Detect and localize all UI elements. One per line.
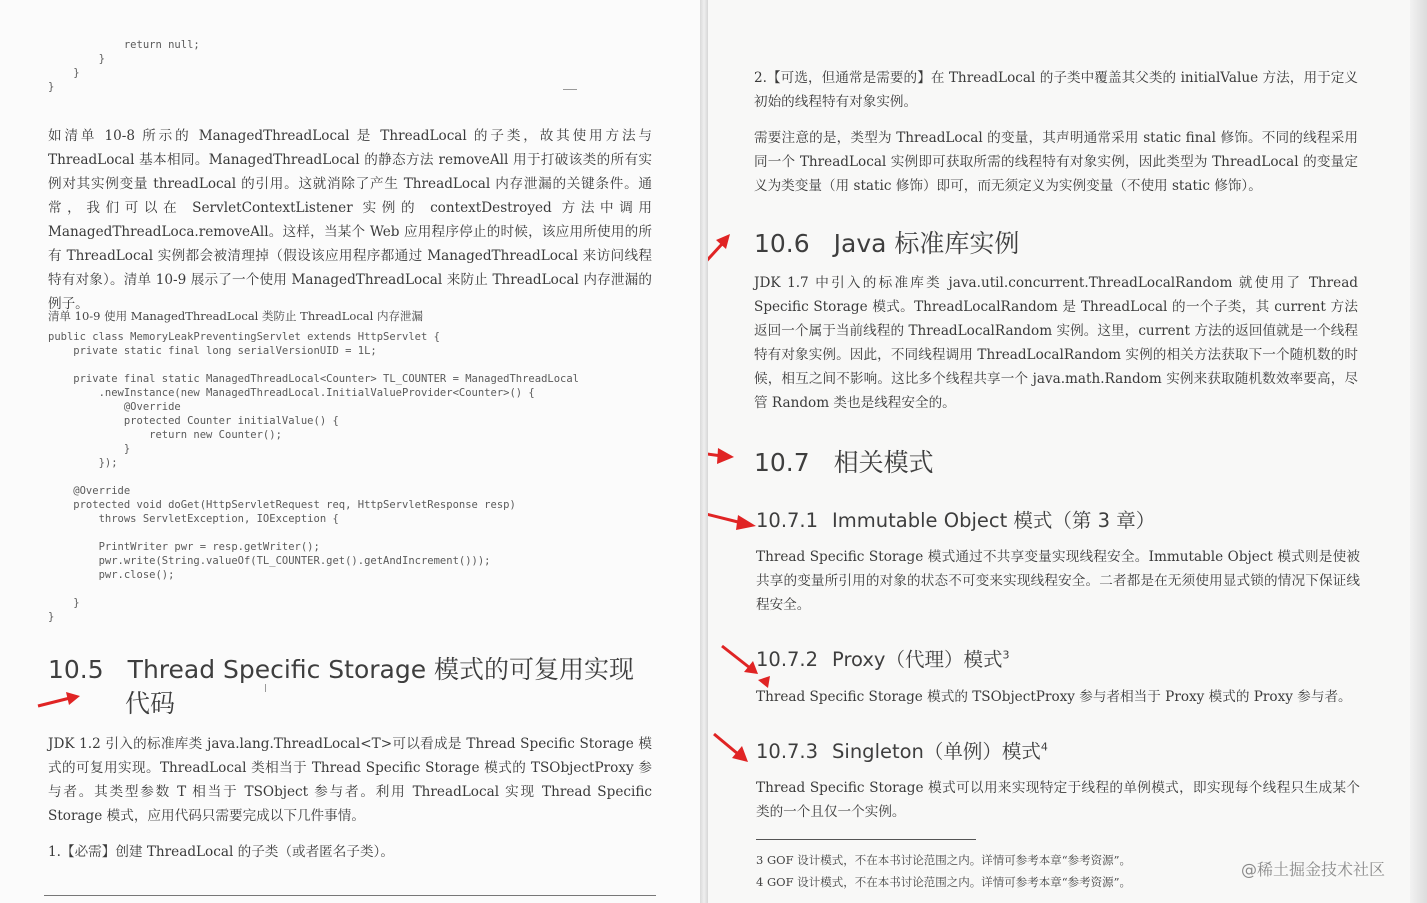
subsection-heading-10-7-1 (756, 505, 1155, 533)
footnote-rule (756, 839, 976, 840)
watermark: @稀土掘金技术社区 (1241, 860, 1386, 879)
paragraph-singleton: Thread Specific Storage 模式可以用来实现特定于线程的单例模式，即实现每个线程只生成某个类的一个且仅一个实例。 (756, 780, 1360, 820)
right-page (708, 0, 1410, 903)
section-heading-10-5-continued: 代码 (125, 689, 176, 718)
list-item-2: 2.【可选，但通常是需要的】在 ThreadLocal 的子类中覆盖其父类的 initialValue 方法，用于定义初始的线程特有对象实例。 (754, 70, 1358, 110)
red-arrow-annotation-icon (712, 732, 754, 766)
page-edge (1410, 0, 1427, 903)
section-number: 10.6 (754, 229, 810, 258)
footnote-ref-4: 4 (1040, 740, 1048, 754)
red-arrow-annotation-icon (720, 642, 770, 692)
scan-speck (563, 89, 577, 90)
code-snippet-top: return null; } } } (48, 39, 200, 93)
section-number: 10.5 (48, 655, 104, 684)
list-item-1: 1.【必需】创建 ThreadLocal 的子类（或者匿名子类）。 (48, 844, 394, 860)
red-arrow-annotation-icon (708, 232, 738, 272)
paragraph-proxy: Thread Specific Storage 模式的 TSObjectProxy 参与者相当于 Proxy 模式的 Proxy 参与者。 (756, 689, 1352, 705)
section-title: Java 标准库实例 (833, 229, 1020, 258)
footnote-ref-3: 3 (1002, 648, 1010, 662)
left-page (0, 0, 700, 903)
section-heading-10-6 (754, 224, 1019, 260)
footnote-3: 3 GOF 设计模式，不在本书讨论范围之内。详情可参考本章“参考资源”。 (756, 853, 1131, 867)
section-heading-10-5 (48, 650, 634, 686)
section-number: 10.7 (754, 448, 810, 477)
paragraph-managed-threadlocal: 如清单 10-8 所示的 ManagedThreadLocal 是 ThreadLocal 的子类，故其使用方法与 ThreadLocal 基本相同。ManagedThreadLocal 的静态方法 removeAll 用于打破该类的所有实例对其实例变量 threadLocal 的引用。这就消除了产生 ThreadLocal 内存泄漏的关键条件。通常，我们可以在 ServletContextListener 实例的 contextDestroyed 方法中调用 ManagedThreadLoca.removeAll。这样，当某个 Web 应用程序停止的时候，该应用所使用的所有 ThreadLocal 实例都会被清理掉（假设该应用程序都通过 ManagedThreadLocal 来访问线程特有对象）。清单 10-9 展示了一个使用 ManagedThreadLocal 来防止 ThreadLocal 内存泄漏的例子。 (48, 128, 652, 312)
subsection-title: Immutable Object 模式（第 3 章） (832, 509, 1156, 532)
footnote-4: 4 GOF 设计模式，不在本书讨论范围之内。详情可参考本章“参考资源”。 (756, 875, 1131, 889)
section-heading-10-7 (754, 443, 934, 479)
subsection-title: Singleton（单例）模式 (832, 740, 1041, 763)
subsection-number: 10.7.2 (756, 648, 819, 671)
page-bottom-rule (44, 895, 656, 896)
paragraph-immutable-object: Thread Specific Storage 模式通过不共享变量实现线程安全。Immutable Object 模式则是使被共享的变量所引用的对象的状态不可变来实现线程安全。二者都是在无须使用显式锁的情况下保证线程安全。 (756, 549, 1360, 613)
red-arrow-annotation-icon (36, 690, 82, 710)
section-title: 相关模式 (833, 448, 934, 477)
paragraph-threadlocalrandom: JDK 1.7 中引入的标准库类 java.util.concurrent.ThreadLocalRandom 就使用了 Thread Specific Storage 模式。ThreadLocalRandom 是 ThreadLocal 的一个子类，其 current 方法返回一个属于当前线程的 ThreadLocalRandom 实例。这里，current 方法的返回值就是一个线程特有对象实例。因此，不同线程调用 ThreadLocalRandom 实例的相关方法获取下一个随机数的时候，相互之间不影响。这比多个线程共享一个 java.math.Random 实例来获取随机数效率要高，尽管 Random 类也是线程安全的。 (754, 275, 1358, 411)
subsection-number: 10.7.1 (756, 509, 819, 532)
red-arrow-annotation-icon (708, 444, 738, 468)
code-listing-10-9: public class MemoryLeakPreventingServlet extends HttpServlet { private static final long serialVersionUID = 1L; private final static ManagedThreadLocal<Counter> TL_COUNTER = ManagedThreadLocal .newInstance(new ManagedThreadLocal.InitialValueProvider<Counter>() { @Override protected Counter initialValue() { return new Counter(); } }); @Override protected void doGet(HttpServletRequest req, HttpServletResponse resp) throws ServletException, IOException { PrintWriter pwr = resp.getWriter(); pwr.write(String.valueOf(TL_COUNTER.get().getAndIncrement())); pwr.close(); } } (48, 331, 580, 623)
section-title: Thread Specific Storage 模式的可复用实现 (127, 655, 635, 684)
subsection-number: 10.7.3 (756, 740, 819, 763)
red-arrow-annotation-icon (708, 508, 760, 534)
book-gutter (700, 0, 708, 903)
subsection-heading-10-7-2 (756, 644, 1009, 672)
scan-speck (265, 684, 266, 692)
paragraph-jdk-threadlocal: JDK 1.2 引入的标准库类 java.lang.ThreadLocal<T>可以看成是 Thread Specific Storage 模式的可复用实现。ThreadLocal 类相当于 Thread Specific Storage 模式的 TSObjectProxy 参与者。其类型参数 T 相当于 TSObject 参与者。利用 ThreadLocal 实现 Thread Specific Storage 模式，应用代码只需要完成以下几件事情。 (48, 736, 652, 824)
listing-caption-10-9: 清单 10-9 使用 ManagedThreadLocal 类防止 ThreadLocal 内存泄漏 (48, 309, 423, 323)
subsection-heading-10-7-3 (756, 736, 1048, 764)
paragraph-static-final-note: 需要注意的是，类型为 ThreadLocal 的变量，其声明通常采用 static final 修饰。不同的线程采用同一个 ThreadLocal 实例即可获取所需的线程特有对象实例，因此类型为 ThreadLocal 的变量定义为类变量（用 static 修饰）即可，而无须定义为实例变量（不使用 static 修饰）。 (754, 130, 1358, 194)
subsection-title: Proxy（代理）模式 (832, 648, 1003, 671)
